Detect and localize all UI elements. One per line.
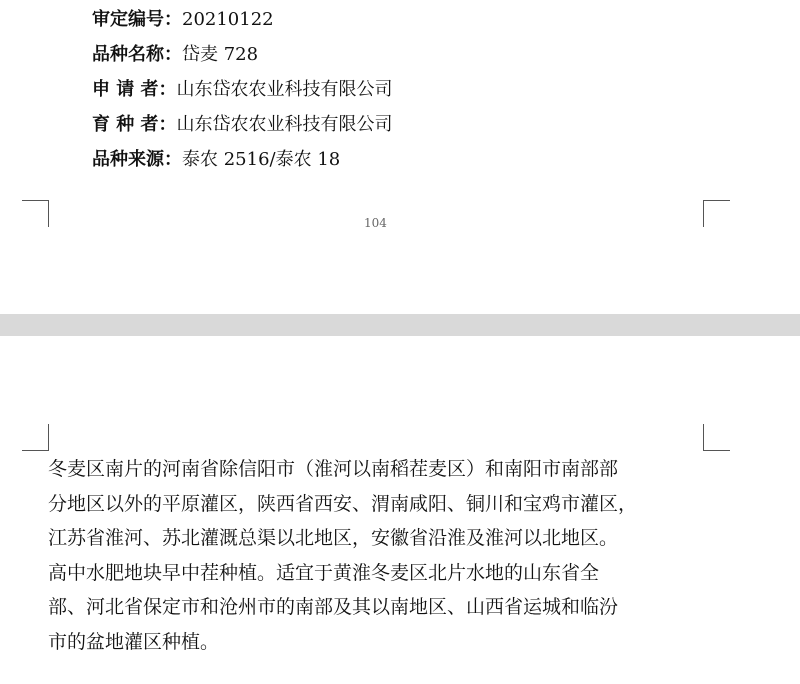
crop-mark-bottom-left: [22, 200, 49, 227]
body-line: 分地区以外的平原灌区，陕西省西安、渭南咸阳、铜川和宝鸡市灌区，: [48, 492, 638, 515]
crop-mark-top-right: [703, 424, 730, 451]
body-line: 市的盆地灌区种植。: [48, 630, 220, 653]
applicant-label: 申 请 者：: [92, 79, 177, 100]
variety-name-label: 品种名称：: [92, 44, 182, 65]
breeder-value: 山东岱农农业科技有限公司: [176, 114, 393, 135]
applicant-row: [92, 77, 393, 103]
approval-number-label: 审定编号：: [92, 9, 182, 30]
body-line: 部、河北省保定市和沧州市的南部及其以南地区、山西省运城和临汾: [48, 596, 619, 618]
approval-number-value: 20210122: [182, 9, 274, 30]
crop-mark-top-left: [22, 424, 49, 451]
variety-source-label: 品种来源：: [92, 149, 182, 170]
applicant-value: 山东岱农农业科技有限公司: [176, 79, 393, 100]
body-line: 冬麦区南片的河南省除信阳市（淮河以南稻茬麦区）和南阳市南部部: [48, 458, 619, 480]
page-gap: [0, 314, 800, 336]
variety-name-row: [92, 42, 258, 68]
breeder-row: [92, 112, 393, 138]
body-paragraph: [48, 452, 748, 659]
body-line: 高中水肥地块早中茬种植。适宜于黄淮冬麦区北片水地的山东省全: [48, 561, 600, 584]
approval-number-row: [92, 7, 274, 33]
crop-mark-bottom-right: [703, 200, 730, 227]
variety-source-value: 泰农 2516/泰农 18: [182, 149, 341, 170]
breeder-label: 育 种 者：: [92, 114, 177, 135]
variety-source-row: [92, 147, 340, 173]
page-top: [0, 0, 800, 314]
page-number: 104: [364, 216, 387, 230]
variety-name-value: 岱麦 728: [182, 44, 259, 65]
body-line: 江苏省淮河、苏北灌溉总渠以北地区，安徽省沿淮及淮河以北地区。: [48, 527, 619, 549]
